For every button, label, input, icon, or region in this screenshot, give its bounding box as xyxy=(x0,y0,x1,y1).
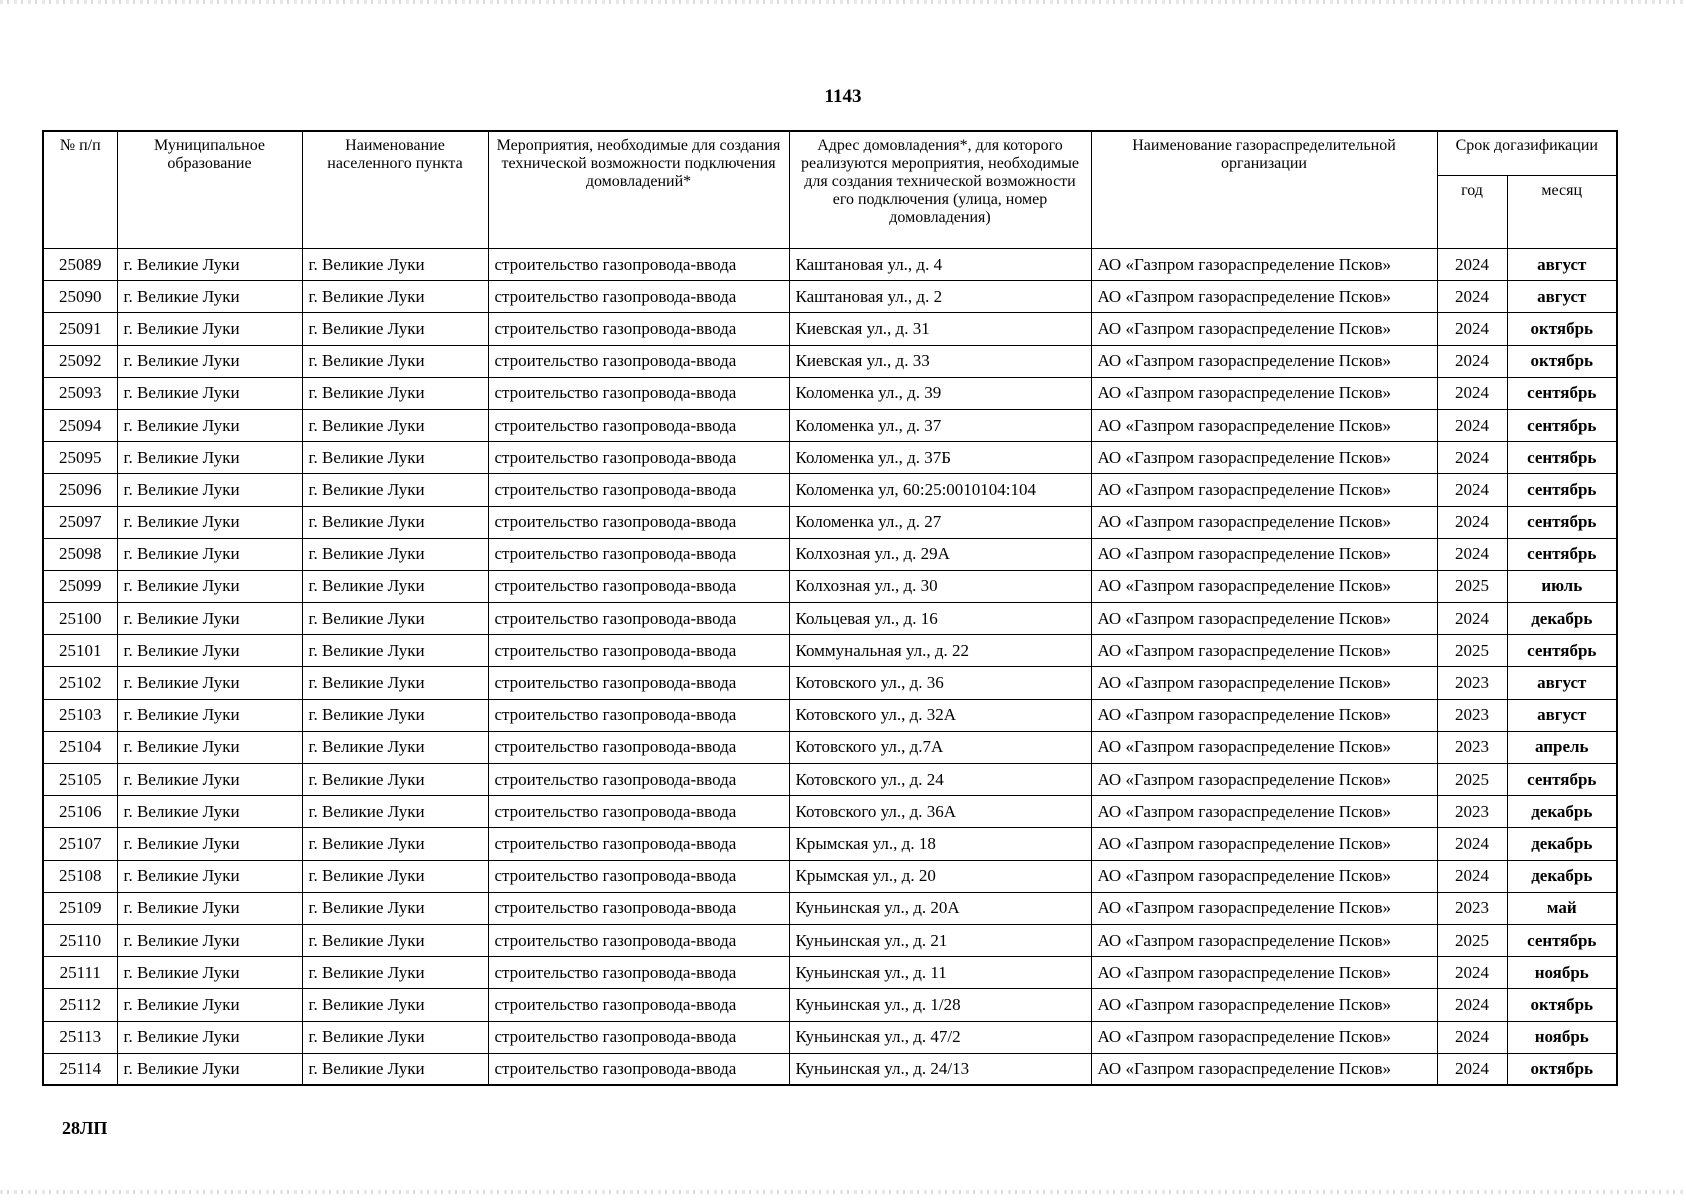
cell-year: 2024 xyxy=(1437,442,1507,474)
cell-year: 2024 xyxy=(1437,313,1507,345)
cell-year: 2025 xyxy=(1437,764,1507,796)
cell-settlement: г. Великие Луки xyxy=(302,764,488,796)
cell-month: декабрь xyxy=(1507,603,1617,635)
cell-settlement: г. Великие Луки xyxy=(302,1021,488,1053)
cell-settlement: г. Великие Луки xyxy=(302,667,488,699)
cell-num: 25114 xyxy=(43,1053,117,1085)
cell-address: Котовского ул., д.7А xyxy=(789,731,1091,763)
cell-year: 2024 xyxy=(1437,506,1507,538)
cell-address: Котовского ул., д. 32А xyxy=(789,699,1091,731)
cell-organization: АО «Газпром газораспределение Псков» xyxy=(1091,892,1437,924)
cell-municipality: г. Великие Луки xyxy=(117,409,302,441)
table-row xyxy=(43,1053,1617,1085)
cell-address: Коломенка ул., д. 37Б xyxy=(789,442,1091,474)
table-row xyxy=(43,957,1617,989)
cell-measure: строительство газопровода-ввода xyxy=(488,764,789,796)
cell-month: сентябрь xyxy=(1507,474,1617,506)
cell-measure: строительство газопровода-ввода xyxy=(488,474,789,506)
cell-settlement: г. Великие Луки xyxy=(302,860,488,892)
cell-municipality: г. Великие Луки xyxy=(117,570,302,602)
cell-settlement: г. Великие Луки xyxy=(302,796,488,828)
table-row xyxy=(43,1021,1617,1053)
cell-municipality: г. Великие Луки xyxy=(117,635,302,667)
table-row xyxy=(43,249,1617,281)
cell-year: 2024 xyxy=(1437,860,1507,892)
cell-municipality: г. Великие Луки xyxy=(117,1021,302,1053)
cell-num: 25112 xyxy=(43,989,117,1021)
cell-municipality: г. Великие Луки xyxy=(117,828,302,860)
cell-month: сентябрь xyxy=(1507,538,1617,570)
cell-month: ноябрь xyxy=(1507,1021,1617,1053)
table-row xyxy=(43,570,1617,602)
cell-year: 2024 xyxy=(1437,957,1507,989)
cell-measure: строительство газопровода-ввода xyxy=(488,667,789,699)
cell-address: Каштановая ул., д. 2 xyxy=(789,281,1091,313)
cell-num: 25091 xyxy=(43,313,117,345)
cell-settlement: г. Великие Луки xyxy=(302,892,488,924)
table-row xyxy=(43,892,1617,924)
cell-municipality: г. Великие Луки xyxy=(117,377,302,409)
cell-year: 2023 xyxy=(1437,892,1507,924)
cell-measure: строительство газопровода-ввода xyxy=(488,989,789,1021)
cell-organization: АО «Газпром газораспределение Псков» xyxy=(1091,796,1437,828)
cell-organization: АО «Газпром газораспределение Псков» xyxy=(1091,506,1437,538)
cell-address: Куньинская ул., д. 1/28 xyxy=(789,989,1091,1021)
cell-address: Котовского ул., д. 36А xyxy=(789,796,1091,828)
cell-year: 2024 xyxy=(1437,474,1507,506)
cell-measure: строительство газопровода-ввода xyxy=(488,731,789,763)
cell-settlement: г. Великие Луки xyxy=(302,281,488,313)
cell-settlement: г. Великие Луки xyxy=(302,924,488,956)
cell-num: 25089 xyxy=(43,249,117,281)
cell-month: сентябрь xyxy=(1507,377,1617,409)
cell-num: 25102 xyxy=(43,667,117,699)
cell-settlement: г. Великие Луки xyxy=(302,603,488,635)
cell-measure: строительство газопровода-ввода xyxy=(488,796,789,828)
header-municipality: Муниципальное образование xyxy=(117,131,302,249)
cell-organization: АО «Газпром газораспределение Псков» xyxy=(1091,860,1437,892)
cell-settlement: г. Великие Луки xyxy=(302,313,488,345)
cell-address: Коломенка ул., д. 37 xyxy=(789,409,1091,441)
cell-address: Кольцевая ул., д. 16 xyxy=(789,603,1091,635)
table-body xyxy=(43,249,1617,1086)
cell-municipality: г. Великие Луки xyxy=(117,538,302,570)
cell-municipality: г. Великие Луки xyxy=(117,1053,302,1085)
cell-measure: строительство газопровода-ввода xyxy=(488,409,789,441)
cell-month: декабрь xyxy=(1507,860,1617,892)
cell-measure: строительство газопровода-ввода xyxy=(488,924,789,956)
cell-address: Коломенка ул., д. 39 xyxy=(789,377,1091,409)
cell-organization: АО «Газпром газораспределение Псков» xyxy=(1091,828,1437,860)
cell-measure: строительство газопровода-ввода xyxy=(488,538,789,570)
cell-address: Котовского ул., д. 36 xyxy=(789,667,1091,699)
cell-address: Киевская ул., д. 33 xyxy=(789,345,1091,377)
cell-year: 2023 xyxy=(1437,796,1507,828)
cell-month: сентябрь xyxy=(1507,924,1617,956)
cell-num: 25110 xyxy=(43,924,117,956)
cell-organization: АО «Газпром газораспределение Псков» xyxy=(1091,313,1437,345)
cell-municipality: г. Великие Луки xyxy=(117,957,302,989)
cell-settlement: г. Великие Луки xyxy=(302,828,488,860)
cell-settlement: г. Великие Луки xyxy=(302,989,488,1021)
table-row xyxy=(43,506,1617,538)
cell-settlement: г. Великие Луки xyxy=(302,249,488,281)
cell-measure: строительство газопровода-ввода xyxy=(488,1053,789,1085)
cell-num: 25108 xyxy=(43,860,117,892)
cell-month: сентябрь xyxy=(1507,764,1617,796)
cell-num: 25106 xyxy=(43,796,117,828)
cell-measure: строительство газопровода-ввода xyxy=(488,892,789,924)
header-settlement: Наименование населенного пункта xyxy=(302,131,488,249)
cell-measure: строительство газопровода-ввода xyxy=(488,249,789,281)
cell-settlement: г. Великие Луки xyxy=(302,409,488,441)
cell-address: Киевская ул., д. 31 xyxy=(789,313,1091,345)
cell-num: 25105 xyxy=(43,764,117,796)
table-row xyxy=(43,764,1617,796)
cell-municipality: г. Великие Луки xyxy=(117,796,302,828)
cell-measure: строительство газопровода-ввода xyxy=(488,345,789,377)
cell-organization: АО «Газпром газораспределение Псков» xyxy=(1091,603,1437,635)
cell-month: май xyxy=(1507,892,1617,924)
cell-year: 2025 xyxy=(1437,570,1507,602)
page-number: 1143 xyxy=(824,86,862,107)
cell-organization: АО «Газпром газораспределение Псков» xyxy=(1091,635,1437,667)
cell-address: Коломенка ул., д. 27 xyxy=(789,506,1091,538)
cell-num: 25090 xyxy=(43,281,117,313)
cell-organization: АО «Газпром газораспределение Псков» xyxy=(1091,957,1437,989)
cell-organization: АО «Газпром газораспределение Псков» xyxy=(1091,538,1437,570)
cell-organization: АО «Газпром газораспределение Псков» xyxy=(1091,442,1437,474)
header-organization: Наименование газораспределительной организации xyxy=(1091,131,1437,249)
cell-measure: строительство газопровода-ввода xyxy=(488,957,789,989)
cell-num: 25096 xyxy=(43,474,117,506)
cell-settlement: г. Великие Луки xyxy=(302,570,488,602)
cell-municipality: г. Великие Луки xyxy=(117,989,302,1021)
cell-num: 25098 xyxy=(43,538,117,570)
cell-num: 25113 xyxy=(43,1021,117,1053)
cell-municipality: г. Великие Луки xyxy=(117,924,302,956)
cell-address: Котовского ул., д. 24 xyxy=(789,764,1091,796)
header-measures: Мероприятия, необходимые для создания технической возможности подключения домовладений* xyxy=(488,131,789,249)
cell-organization: АО «Газпром газораспределение Псков» xyxy=(1091,377,1437,409)
cell-address: Куньинская ул., д. 11 xyxy=(789,957,1091,989)
cell-month: август xyxy=(1507,281,1617,313)
cell-address: Колхозная ул., д. 30 xyxy=(789,570,1091,602)
scan-edge-top xyxy=(0,0,1686,4)
table-row xyxy=(43,989,1617,1021)
cell-measure: строительство газопровода-ввода xyxy=(488,442,789,474)
table-row xyxy=(43,603,1617,635)
cell-month: октябрь xyxy=(1507,313,1617,345)
cell-organization: АО «Газпром газораспределение Псков» xyxy=(1091,1021,1437,1053)
cell-municipality: г. Великие Луки xyxy=(117,442,302,474)
cell-settlement: г. Великие Луки xyxy=(302,506,488,538)
cell-address: Куньинская ул., д. 21 xyxy=(789,924,1091,956)
cell-measure: строительство газопровода-ввода xyxy=(488,603,789,635)
cell-organization: АО «Газпром газораспределение Псков» xyxy=(1091,474,1437,506)
table-row xyxy=(43,731,1617,763)
cell-municipality: г. Великие Луки xyxy=(117,506,302,538)
cell-organization: АО «Газпром газораспределение Псков» xyxy=(1091,989,1437,1021)
footer-code: 28ЛП xyxy=(62,1118,108,1138)
cell-address: Коммунальная ул., д. 22 xyxy=(789,635,1091,667)
cell-organization: АО «Газпром газораспределение Псков» xyxy=(1091,345,1437,377)
cell-num: 25104 xyxy=(43,731,117,763)
cell-address: Куньинская ул., д. 20А xyxy=(789,892,1091,924)
cell-month: сентябрь xyxy=(1507,442,1617,474)
cell-organization: АО «Газпром газораспределение Псков» xyxy=(1091,699,1437,731)
cell-address: Крымская ул., д. 18 xyxy=(789,828,1091,860)
cell-measure: строительство газопровода-ввода xyxy=(488,313,789,345)
cell-year: 2024 xyxy=(1437,1021,1507,1053)
cell-num: 25097 xyxy=(43,506,117,538)
cell-settlement: г. Великие Луки xyxy=(302,474,488,506)
cell-measure: строительство газопровода-ввода xyxy=(488,281,789,313)
cell-month: апрель xyxy=(1507,731,1617,763)
cell-address: Куньинская ул., д. 24/13 xyxy=(789,1053,1091,1085)
cell-measure: строительство газопровода-ввода xyxy=(488,635,789,667)
cell-measure: строительство газопровода-ввода xyxy=(488,860,789,892)
cell-num: 25103 xyxy=(43,699,117,731)
cell-organization: АО «Газпром газораспределение Псков» xyxy=(1091,924,1437,956)
cell-year: 2023 xyxy=(1437,731,1507,763)
header-year: год xyxy=(1437,176,1507,249)
cell-address: Крымская ул., д. 20 xyxy=(789,860,1091,892)
cell-num: 25100 xyxy=(43,603,117,635)
cell-organization: АО «Газпром газораспределение Псков» xyxy=(1091,667,1437,699)
cell-month: август xyxy=(1507,699,1617,731)
cell-address: Колхозная ул., д. 29А xyxy=(789,538,1091,570)
cell-settlement: г. Великие Луки xyxy=(302,345,488,377)
cell-measure: строительство газопровода-ввода xyxy=(488,570,789,602)
cell-municipality: г. Великие Луки xyxy=(117,603,302,635)
cell-num: 25099 xyxy=(43,570,117,602)
cell-municipality: г. Великие Луки xyxy=(117,731,302,763)
cell-municipality: г. Великие Луки xyxy=(117,667,302,699)
cell-year: 2024 xyxy=(1437,1053,1507,1085)
cell-num: 25109 xyxy=(43,892,117,924)
table-row xyxy=(43,699,1617,731)
table-row xyxy=(43,281,1617,313)
table-row xyxy=(43,796,1617,828)
cell-municipality: г. Великие Луки xyxy=(117,699,302,731)
cell-municipality: г. Великие Луки xyxy=(117,860,302,892)
cell-year: 2024 xyxy=(1437,603,1507,635)
header-address: Адрес домовладения*, для которого реализуются мероприятия, необходимые для создания технической возможности его подключения (улица, номер домовладения) xyxy=(789,131,1091,249)
cell-num: 25094 xyxy=(43,409,117,441)
cell-month: август xyxy=(1507,667,1617,699)
cell-municipality: г. Великие Луки xyxy=(117,313,302,345)
header-month: месяц xyxy=(1507,176,1617,249)
cell-month: сентябрь xyxy=(1507,409,1617,441)
table-row xyxy=(43,474,1617,506)
cell-municipality: г. Великие Луки xyxy=(117,474,302,506)
table-row xyxy=(43,313,1617,345)
cell-settlement: г. Великие Луки xyxy=(302,635,488,667)
cell-year: 2024 xyxy=(1437,345,1507,377)
cell-year: 2025 xyxy=(1437,635,1507,667)
cell-year: 2025 xyxy=(1437,924,1507,956)
table-row xyxy=(43,828,1617,860)
cell-organization: АО «Газпром газораспределение Псков» xyxy=(1091,570,1437,602)
cell-month: июль xyxy=(1507,570,1617,602)
cell-year: 2024 xyxy=(1437,281,1507,313)
cell-settlement: г. Великие Луки xyxy=(302,1053,488,1085)
cell-month: октябрь xyxy=(1507,989,1617,1021)
table-row xyxy=(43,635,1617,667)
gasification-table xyxy=(42,130,1618,1086)
table-row xyxy=(43,538,1617,570)
cell-organization: АО «Газпром газораспределение Псков» xyxy=(1091,731,1437,763)
cell-month: декабрь xyxy=(1507,828,1617,860)
table-row xyxy=(43,345,1617,377)
cell-municipality: г. Великие Луки xyxy=(117,764,302,796)
cell-num: 25101 xyxy=(43,635,117,667)
cell-month: сентябрь xyxy=(1507,635,1617,667)
cell-measure: строительство газопровода-ввода xyxy=(488,699,789,731)
cell-year: 2024 xyxy=(1437,989,1507,1021)
scan-edge-bottom xyxy=(0,1190,1686,1194)
cell-municipality: г. Великие Луки xyxy=(117,281,302,313)
cell-num: 25111 xyxy=(43,957,117,989)
header-deadline: Срок догазификации xyxy=(1437,131,1617,176)
cell-month: ноябрь xyxy=(1507,957,1617,989)
cell-address: Куньинская ул., д. 47/2 xyxy=(789,1021,1091,1053)
cell-num: 25092 xyxy=(43,345,117,377)
cell-measure: строительство газопровода-ввода xyxy=(488,377,789,409)
cell-month: октябрь xyxy=(1507,1053,1617,1085)
cell-num: 25095 xyxy=(43,442,117,474)
cell-year: 2023 xyxy=(1437,699,1507,731)
cell-month: декабрь xyxy=(1507,796,1617,828)
header-num: № п/п xyxy=(43,131,117,249)
cell-settlement: г. Великие Луки xyxy=(302,538,488,570)
cell-month: октябрь xyxy=(1507,345,1617,377)
table-row xyxy=(43,667,1617,699)
table-row xyxy=(43,924,1617,956)
cell-measure: строительство газопровода-ввода xyxy=(488,828,789,860)
cell-organization: АО «Газпром газораспределение Псков» xyxy=(1091,764,1437,796)
cell-municipality: г. Великие Луки xyxy=(117,345,302,377)
cell-year: 2024 xyxy=(1437,377,1507,409)
cell-month: сентябрь xyxy=(1507,506,1617,538)
cell-month: август xyxy=(1507,249,1617,281)
cell-year: 2023 xyxy=(1437,667,1507,699)
cell-settlement: г. Великие Луки xyxy=(302,957,488,989)
table-row xyxy=(43,442,1617,474)
cell-settlement: г. Великие Луки xyxy=(302,699,488,731)
cell-settlement: г. Великие Луки xyxy=(302,731,488,763)
cell-year: 2024 xyxy=(1437,538,1507,570)
cell-address: Каштановая ул., д. 4 xyxy=(789,249,1091,281)
cell-year: 2024 xyxy=(1437,249,1507,281)
cell-organization: АО «Газпром газораспределение Псков» xyxy=(1091,249,1437,281)
cell-num: 25107 xyxy=(43,828,117,860)
table-row xyxy=(43,409,1617,441)
table-header xyxy=(43,131,1617,249)
cell-municipality: г. Великие Луки xyxy=(117,249,302,281)
cell-organization: АО «Газпром газораспределение Псков» xyxy=(1091,409,1437,441)
cell-year: 2024 xyxy=(1437,409,1507,441)
cell-address: Коломенка ул, 60:25:0010104:104 xyxy=(789,474,1091,506)
cell-measure: строительство газопровода-ввода xyxy=(488,1021,789,1053)
cell-organization: АО «Газпром газораспределение Псков» xyxy=(1091,1053,1437,1085)
cell-year: 2024 xyxy=(1437,828,1507,860)
cell-measure: строительство газопровода-ввода xyxy=(488,506,789,538)
cell-num: 25093 xyxy=(43,377,117,409)
cell-organization: АО «Газпром газораспределение Псков» xyxy=(1091,281,1437,313)
table-row xyxy=(43,860,1617,892)
table-row xyxy=(43,377,1617,409)
cell-settlement: г. Великие Луки xyxy=(302,377,488,409)
cell-municipality: г. Великие Луки xyxy=(117,892,302,924)
cell-settlement: г. Великие Луки xyxy=(302,442,488,474)
